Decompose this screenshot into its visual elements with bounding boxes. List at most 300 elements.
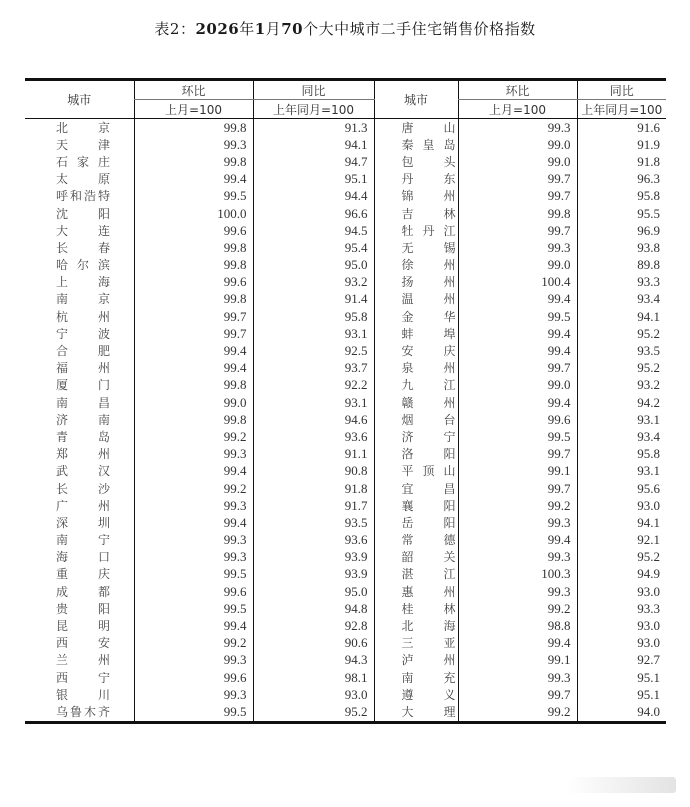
yoy-value: 96.9 bbox=[577, 222, 666, 239]
city-char: 庆 bbox=[97, 567, 110, 582]
mom-value: 99.0 bbox=[458, 136, 577, 153]
header-city-left: 城市 bbox=[25, 80, 134, 119]
city-char: 林 bbox=[443, 601, 456, 616]
city-name-cell bbox=[25, 257, 134, 274]
city-char: 波 bbox=[97, 326, 110, 341]
yoy-value: 91.4 bbox=[253, 291, 374, 308]
yoy-value: 95.0 bbox=[253, 583, 374, 600]
city-char: 北 bbox=[401, 619, 414, 634]
city-name-cell bbox=[374, 188, 458, 205]
yoy-value: 93.0 bbox=[577, 635, 666, 652]
city-char: 湛 bbox=[401, 567, 414, 582]
mom-value: 99.8 bbox=[134, 257, 253, 274]
city-char: 都 bbox=[97, 584, 110, 599]
mom-value: 99.4 bbox=[458, 291, 577, 308]
mom-value: 99.3 bbox=[134, 652, 253, 669]
yoy-value: 98.1 bbox=[253, 669, 374, 686]
mom-value: 99.4 bbox=[134, 617, 253, 634]
city-name bbox=[56, 584, 110, 600]
city-char: 杭 bbox=[56, 309, 69, 324]
city-char: 广 bbox=[56, 498, 69, 513]
yoy-value: 94.1 bbox=[577, 514, 666, 531]
yoy-value: 94.5 bbox=[253, 222, 374, 239]
city-char: 庆 bbox=[443, 344, 456, 359]
city-name bbox=[56, 515, 110, 531]
city-char: 扬 bbox=[401, 275, 414, 290]
city-name-cell bbox=[25, 274, 134, 291]
city-char: 秦 bbox=[401, 137, 414, 152]
city-char: 泉 bbox=[401, 361, 414, 376]
city-char: 川 bbox=[97, 687, 110, 702]
yoy-value: 93.2 bbox=[577, 377, 666, 394]
city-char: 南 bbox=[56, 533, 69, 548]
city-char: 台 bbox=[443, 412, 456, 427]
title-year-unit: 年 bbox=[239, 20, 255, 38]
header-mom-left: 环比 bbox=[134, 80, 253, 100]
mom-value: 99.4 bbox=[458, 394, 577, 411]
mom-value: 99.2 bbox=[134, 480, 253, 497]
table-row bbox=[25, 600, 666, 617]
yoy-value: 95.1 bbox=[577, 686, 666, 703]
city-char: 南 bbox=[56, 395, 69, 410]
yoy-value: 93.1 bbox=[253, 394, 374, 411]
mom-value: 99.1 bbox=[458, 652, 577, 669]
city-name-cell bbox=[374, 463, 458, 480]
yoy-value: 95.5 bbox=[577, 205, 666, 222]
city-char: 华 bbox=[443, 309, 456, 324]
yoy-value: 93.1 bbox=[253, 325, 374, 342]
city-name bbox=[402, 309, 456, 325]
city-name-cell bbox=[25, 652, 134, 669]
mom-value: 99.7 bbox=[134, 325, 253, 342]
table-row bbox=[25, 257, 666, 274]
city-name-cell bbox=[25, 463, 134, 480]
city-char: 呼 bbox=[56, 189, 69, 204]
city-char: 西 bbox=[56, 670, 69, 685]
city-char: 遵 bbox=[401, 687, 414, 702]
city-char: 宁 bbox=[97, 670, 110, 685]
yoy-value: 95.8 bbox=[577, 446, 666, 463]
table-row bbox=[25, 532, 666, 549]
city-char: 温 bbox=[401, 292, 414, 307]
mom-value: 99.8 bbox=[134, 239, 253, 256]
mom-value: 99.5 bbox=[458, 308, 577, 325]
table-row bbox=[25, 703, 666, 722]
price-index-table bbox=[25, 78, 666, 724]
yoy-value: 94.1 bbox=[577, 308, 666, 325]
city-char: 津 bbox=[97, 137, 110, 152]
city-char: 吉 bbox=[401, 206, 414, 221]
city-char: 州 bbox=[97, 361, 110, 376]
mom-value: 99.6 bbox=[134, 222, 253, 239]
city-char: 州 bbox=[443, 653, 456, 668]
yoy-value: 94.7 bbox=[253, 153, 374, 170]
city-name bbox=[402, 566, 456, 582]
table-row bbox=[25, 308, 666, 325]
mom-value: 99.3 bbox=[458, 514, 577, 531]
city-char: 海 bbox=[97, 275, 110, 290]
mom-value: 99.0 bbox=[458, 377, 577, 394]
city-name-cell bbox=[25, 669, 134, 686]
city-char: 重 bbox=[56, 567, 69, 582]
city-name-cell bbox=[374, 171, 458, 188]
city-char: 皇 bbox=[422, 137, 435, 152]
mom-value: 99.8 bbox=[134, 377, 253, 394]
mom-value: 99.4 bbox=[134, 171, 253, 188]
city-name bbox=[402, 584, 456, 600]
mom-value: 99.5 bbox=[134, 600, 253, 617]
city-char: 济 bbox=[56, 412, 69, 427]
city-char: 庄 bbox=[97, 154, 110, 169]
city-name bbox=[56, 463, 110, 479]
city-char: 明 bbox=[97, 619, 110, 634]
city-char: 韶 bbox=[401, 550, 414, 565]
city-char: 义 bbox=[443, 687, 456, 702]
city-char: 丹 bbox=[401, 172, 414, 187]
city-char: 口 bbox=[97, 550, 110, 565]
city-char: 太 bbox=[56, 172, 69, 187]
city-char: 春 bbox=[97, 240, 110, 255]
city-char: 上 bbox=[56, 275, 69, 290]
table-row bbox=[25, 342, 666, 359]
city-name bbox=[402, 343, 456, 359]
table-row bbox=[25, 291, 666, 308]
yoy-value: 94.8 bbox=[253, 600, 374, 617]
table-row bbox=[25, 153, 666, 170]
city-name bbox=[56, 274, 110, 290]
table-row bbox=[25, 394, 666, 411]
city-char: 阳 bbox=[97, 601, 110, 616]
city-char: 包 bbox=[401, 154, 414, 169]
mom-value: 99.4 bbox=[458, 532, 577, 549]
yoy-value: 93.5 bbox=[253, 514, 374, 531]
city-char: 浩 bbox=[83, 189, 96, 204]
yoy-value: 94.2 bbox=[577, 394, 666, 411]
city-char: 海 bbox=[443, 619, 456, 634]
table-row bbox=[25, 652, 666, 669]
mom-value: 100.3 bbox=[458, 566, 577, 583]
table-title bbox=[0, 18, 690, 39]
city-char: 原 bbox=[97, 172, 110, 187]
city-name-cell bbox=[374, 222, 458, 239]
table-row bbox=[25, 497, 666, 514]
city-char: 金 bbox=[401, 309, 414, 324]
city-char: 泸 bbox=[401, 653, 414, 668]
table-row bbox=[25, 274, 666, 291]
table-row bbox=[25, 686, 666, 703]
table-row bbox=[25, 669, 666, 686]
table-row bbox=[25, 549, 666, 566]
yoy-value: 91.8 bbox=[253, 480, 374, 497]
table-row bbox=[25, 446, 666, 463]
table-row bbox=[25, 566, 666, 583]
city-name-cell bbox=[25, 497, 134, 514]
city-name bbox=[402, 377, 456, 393]
mom-value: 99.3 bbox=[458, 119, 577, 137]
city-name bbox=[56, 171, 110, 187]
city-char: 无 bbox=[401, 240, 414, 255]
city-char: 惠 bbox=[401, 584, 414, 599]
mom-value: 99.7 bbox=[458, 360, 577, 377]
city-name bbox=[56, 309, 110, 325]
city-char: 郑 bbox=[56, 447, 69, 462]
mom-value: 99.7 bbox=[458, 446, 577, 463]
city-name-cell bbox=[25, 360, 134, 377]
table-body bbox=[25, 119, 666, 723]
mom-value: 100.0 bbox=[134, 205, 253, 222]
city-name-cell bbox=[374, 703, 458, 722]
city-char: 昌 bbox=[97, 395, 110, 410]
city-name-cell bbox=[25, 153, 134, 170]
city-name-cell bbox=[374, 394, 458, 411]
city-name bbox=[56, 257, 110, 273]
city-char: 安 bbox=[97, 636, 110, 651]
yoy-value: 91.7 bbox=[253, 497, 374, 514]
mom-value: 99.3 bbox=[458, 669, 577, 686]
city-char: 顶 bbox=[422, 464, 435, 479]
city-char: 深 bbox=[56, 515, 69, 530]
title-rest: 个大中城市二手住宅销售价格指数 bbox=[303, 20, 536, 38]
yoy-value: 95.4 bbox=[253, 239, 374, 256]
yoy-value: 92.5 bbox=[253, 342, 374, 359]
city-name bbox=[402, 601, 456, 617]
city-char: 山 bbox=[443, 464, 456, 479]
yoy-value: 94.9 bbox=[577, 566, 666, 583]
city-name bbox=[402, 206, 456, 222]
mom-value: 99.0 bbox=[134, 394, 253, 411]
city-name bbox=[402, 291, 456, 307]
yoy-value: 94.3 bbox=[253, 652, 374, 669]
city-name bbox=[56, 429, 110, 445]
mom-value: 99.6 bbox=[134, 274, 253, 291]
yoy-value: 93.6 bbox=[253, 428, 374, 445]
mom-value: 100.4 bbox=[458, 274, 577, 291]
header-yoy-base-right: 上年同月=100 bbox=[577, 100, 666, 119]
city-name-cell bbox=[374, 325, 458, 342]
table-row bbox=[25, 583, 666, 600]
city-name bbox=[56, 412, 110, 428]
city-char: 襄 bbox=[401, 498, 414, 513]
city-name bbox=[56, 566, 110, 582]
table-row bbox=[25, 136, 666, 153]
table-row bbox=[25, 377, 666, 394]
city-char: 汉 bbox=[97, 464, 110, 479]
city-name-cell bbox=[25, 703, 134, 722]
city-char: 尔 bbox=[76, 258, 89, 273]
mom-value: 99.0 bbox=[458, 153, 577, 170]
city-char: 平 bbox=[401, 464, 414, 479]
city-char: 江 bbox=[443, 567, 456, 582]
city-char: 州 bbox=[443, 361, 456, 376]
yoy-value: 93.6 bbox=[253, 532, 374, 549]
city-name bbox=[56, 652, 110, 668]
mom-value: 99.2 bbox=[458, 703, 577, 722]
yoy-value: 90.8 bbox=[253, 463, 374, 480]
city-char: 京 bbox=[97, 120, 110, 135]
yoy-value: 89.8 bbox=[577, 257, 666, 274]
city-char: 圳 bbox=[97, 515, 110, 530]
mom-value: 99.3 bbox=[458, 549, 577, 566]
city-name-cell bbox=[25, 635, 134, 652]
mom-value: 99.2 bbox=[134, 635, 253, 652]
city-char: 海 bbox=[56, 550, 69, 565]
city-char: 蚌 bbox=[401, 326, 414, 341]
header-city-right: 城市 bbox=[374, 80, 458, 119]
header-yoy-left: 同比 bbox=[253, 80, 374, 100]
city-name-cell bbox=[25, 566, 134, 583]
yoy-value: 95.0 bbox=[253, 257, 374, 274]
city-char: 唐 bbox=[401, 120, 414, 135]
mom-value: 99.3 bbox=[134, 549, 253, 566]
mom-value: 99.4 bbox=[458, 635, 577, 652]
mom-value: 99.3 bbox=[458, 239, 577, 256]
city-name bbox=[402, 257, 456, 273]
table-row bbox=[25, 171, 666, 188]
city-name bbox=[402, 395, 456, 411]
city-name-cell bbox=[374, 239, 458, 256]
watermark bbox=[566, 777, 676, 793]
city-char: 鲁 bbox=[69, 704, 82, 719]
city-char: 乌 bbox=[56, 704, 69, 719]
city-char: 徐 bbox=[401, 258, 414, 273]
table-row bbox=[25, 635, 666, 652]
city-name bbox=[402, 240, 456, 256]
city-name bbox=[402, 635, 456, 651]
city-name-cell bbox=[25, 428, 134, 445]
city-name bbox=[402, 532, 456, 548]
yoy-value: 93.7 bbox=[253, 360, 374, 377]
city-name bbox=[402, 670, 456, 686]
yoy-value: 92.7 bbox=[577, 652, 666, 669]
city-name-cell bbox=[25, 600, 134, 617]
yoy-value: 93.3 bbox=[577, 274, 666, 291]
yoy-value: 93.0 bbox=[253, 686, 374, 703]
yoy-value: 91.3 bbox=[253, 119, 374, 137]
yoy-value: 95.8 bbox=[253, 308, 374, 325]
city-char: 哈 bbox=[56, 258, 69, 273]
city-char: 阳 bbox=[443, 447, 456, 462]
city-char: 滨 bbox=[97, 258, 110, 273]
mom-value: 99.4 bbox=[458, 342, 577, 359]
city-name-cell bbox=[374, 686, 458, 703]
mom-value: 99.1 bbox=[458, 463, 577, 480]
table-row bbox=[25, 411, 666, 428]
city-name bbox=[402, 515, 456, 531]
city-name-cell bbox=[25, 394, 134, 411]
yoy-value: 93.4 bbox=[577, 291, 666, 308]
city-char: 银 bbox=[56, 687, 69, 702]
yoy-value: 92.1 bbox=[577, 532, 666, 549]
city-name bbox=[56, 223, 110, 239]
mom-value: 99.2 bbox=[134, 428, 253, 445]
city-name-cell bbox=[25, 549, 134, 566]
mom-value: 99.4 bbox=[134, 360, 253, 377]
yoy-value: 93.0 bbox=[577, 497, 666, 514]
city-name bbox=[402, 704, 456, 720]
header-mom-right: 环比 bbox=[458, 80, 577, 100]
city-char: 连 bbox=[97, 223, 110, 238]
city-char: 州 bbox=[97, 498, 110, 513]
city-char: 福 bbox=[56, 361, 69, 376]
city-char: 大 bbox=[401, 704, 414, 719]
city-name bbox=[402, 223, 456, 239]
mom-value: 99.3 bbox=[134, 136, 253, 153]
city-name bbox=[56, 481, 110, 497]
city-name-cell bbox=[25, 308, 134, 325]
city-name bbox=[56, 601, 110, 617]
city-name bbox=[402, 188, 456, 204]
header-mom-base-right: 上月=100 bbox=[458, 100, 577, 119]
city-name bbox=[402, 446, 456, 462]
mom-value: 99.3 bbox=[458, 583, 577, 600]
mom-value: 99.7 bbox=[458, 171, 577, 188]
city-name-cell bbox=[25, 291, 134, 308]
city-name bbox=[402, 652, 456, 668]
city-name bbox=[402, 498, 456, 514]
mom-value: 99.7 bbox=[134, 308, 253, 325]
city-name-cell bbox=[25, 617, 134, 634]
yoy-value: 95.2 bbox=[577, 325, 666, 342]
yoy-value: 91.9 bbox=[577, 136, 666, 153]
city-char: 沙 bbox=[97, 481, 110, 496]
mom-value: 99.2 bbox=[458, 600, 577, 617]
city-name-cell bbox=[25, 532, 134, 549]
city-name-cell bbox=[374, 291, 458, 308]
header-yoy-right: 同比 bbox=[577, 80, 666, 100]
city-name-cell bbox=[374, 446, 458, 463]
mom-value: 99.8 bbox=[134, 291, 253, 308]
mom-value: 99.3 bbox=[134, 497, 253, 514]
mom-value: 99.7 bbox=[458, 480, 577, 497]
yoy-value: 95.8 bbox=[577, 188, 666, 205]
yoy-value: 95.2 bbox=[253, 703, 374, 722]
city-char: 昌 bbox=[443, 481, 456, 496]
city-name-cell bbox=[25, 119, 134, 137]
yoy-value: 93.8 bbox=[577, 239, 666, 256]
city-name bbox=[56, 240, 110, 256]
yoy-value: 91.8 bbox=[577, 153, 666, 170]
city-name bbox=[56, 618, 110, 634]
yoy-value: 96.3 bbox=[577, 171, 666, 188]
city-char: 理 bbox=[443, 704, 456, 719]
mom-value: 99.4 bbox=[134, 514, 253, 531]
city-char: 和 bbox=[69, 189, 82, 204]
city-name bbox=[402, 429, 456, 445]
city-char: 赣 bbox=[401, 395, 414, 410]
city-char: 州 bbox=[443, 584, 456, 599]
city-char: 南 bbox=[56, 292, 69, 307]
city-char: 西 bbox=[56, 636, 69, 651]
city-name-cell bbox=[25, 583, 134, 600]
city-name bbox=[402, 120, 456, 136]
city-name-cell bbox=[374, 377, 458, 394]
city-name-cell bbox=[374, 532, 458, 549]
mom-value: 99.0 bbox=[458, 257, 577, 274]
mom-value: 99.4 bbox=[134, 342, 253, 359]
city-name-cell bbox=[374, 360, 458, 377]
city-name-cell bbox=[374, 600, 458, 617]
city-char: 亚 bbox=[443, 636, 456, 651]
mom-value: 99.8 bbox=[458, 205, 577, 222]
yoy-value: 93.1 bbox=[577, 411, 666, 428]
mom-value: 99.4 bbox=[134, 463, 253, 480]
city-char: 州 bbox=[97, 653, 110, 668]
city-name-cell bbox=[374, 480, 458, 497]
city-name-cell bbox=[374, 308, 458, 325]
city-name-cell bbox=[374, 119, 458, 137]
city-char: 锡 bbox=[443, 240, 456, 255]
city-char: 东 bbox=[443, 172, 456, 187]
